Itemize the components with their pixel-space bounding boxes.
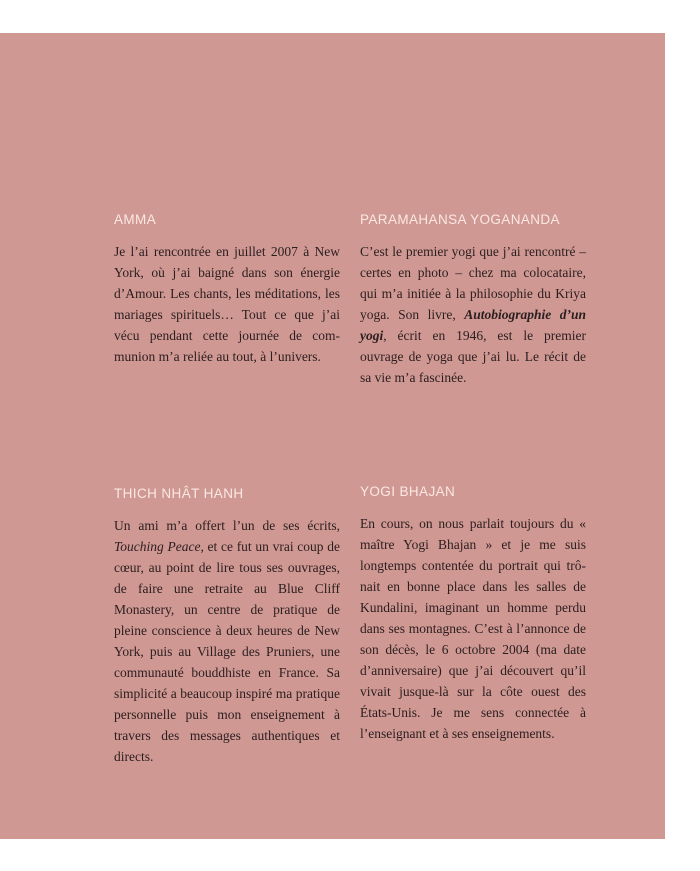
body-text-part: , écrit en 1946, est le premier ouvrage de yoga que j’ai lu. Le récit de sa vie m’a fascinée. (360, 328, 586, 385)
body-text-part: , et ce fut un vrai coup de cœur, au point de lire tous ses ouvrages, de faire une retraite au Blue Cliff Monastery, un centre de pratique de pleine conscience à deux heures de New York, puis au Village des Pruniers, une communauté bouddhiste en France. Sa simplicité a beaucoup inspiré ma pratique personnelle puis mon enseignement à travers des messages authentiques et directs. (114, 539, 340, 764)
section-amma (114, 212, 340, 367)
section-heading: AMMA (114, 212, 157, 227)
section-body (114, 515, 340, 767)
section-heading: YOGI BHAJAN (360, 484, 456, 499)
section-thich-nhat-hanh (114, 486, 340, 767)
body-text-part: Un ami m’a offert l’un de ses écrits, (114, 518, 340, 533)
section-heading: THICH NHÂT HANH (114, 486, 244, 501)
section-yogi-bhajan (360, 484, 586, 744)
section-body: Je l’ai rencontrée en juillet 2007 à New York, où j’ai baigné dans son énergie d’Amour. Les chants, les méditations, les mariages spirituels… Tout ce que j’ai vécu pendant cette journée de communion m’a reliée au tout, à l’univers. (114, 244, 340, 364)
book-title: Autobiographie d’un yogi (360, 307, 586, 343)
section-body (360, 241, 586, 388)
section-yogananda (360, 212, 586, 388)
book-title: Touching Peace (114, 539, 201, 554)
section-heading: PARAMAHANSA YOGANANDA (360, 212, 560, 227)
body-text-part: C’est le premier yogi que j’ai rencontré – certes en photo – chez ma colocataire, qui m’a initiée à la philosophie du Kriya yoga. Son livre, (360, 244, 586, 322)
section-body: En cours, on nous parlait toujours du « maître Yogi Bhajan » et je me suis longtemps contentée du portrait qui trônait en bonne place dans les salles de Kundalini, imaginant un homme perdu dans ses montagnes. C’est à l’annonce de son décès, le 6 octobre 2004 (ma date d’anniversaire) que j’ai découvert qu’il vivait jusque-là sur la côte ouest des États-Unis. Je me sens connectée à l’enseignant et à ses enseignements. (360, 516, 586, 741)
